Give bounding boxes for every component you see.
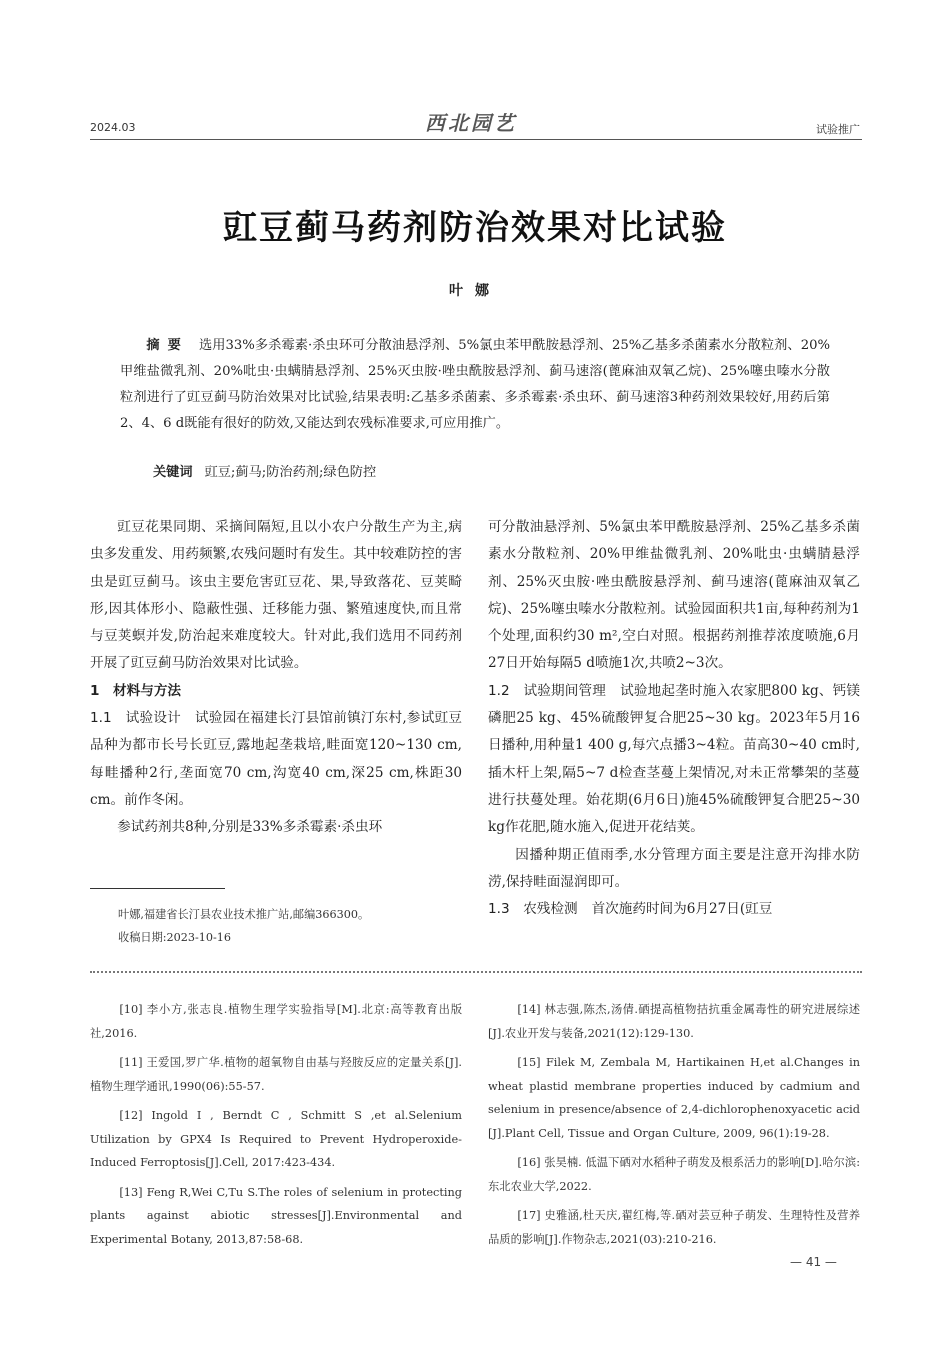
drug-list-continued: 可分散油悬浮剂、5%氯虫苯甲酰胺悬浮剂、25%乙基多杀菌素水分散粒剂、20%甲维盐微乳剂、20%吡虫·虫螨腈悬浮剂、25%灭虫胺·唑虫酰胺悬浮剂、蓟马速溶(蓖麻油双氧乙烷)、25%噻虫嗪水分散粒剂。试验园面积共1亩,每种药剂为1个处理,面积约30 m²,空白对照。根据药剂推荐浓度喷施,6月27日开始每隔5 d喷施1次,共喷2~3次。 (488, 519, 860, 672)
journal-logo: 西北园艺 (425, 111, 517, 135)
footnote-rule (90, 888, 225, 889)
subsection-1-3-text: 首次施药时间为6月27日(豇豆 (591, 901, 773, 918)
subsection-1-2-text: 试验地起垄时施入农家肥800 kg、钙镁磷肥25 kg、45%硫酸钾复合肥25~30 kg。2023年5月16日播种,用种量1 400 g,每穴点播3~4粒。苗高30~40 cm时,插木杆上架,隔5~7 d检查茎蔓上架情况,对未正常攀架的茎蔓进行扶蔓处理。始花期(6月6日)施45%硫酸钾复合肥25~30 kg作花肥,随水施入,促进开花结荚。 (488, 682, 860, 836)
reference-item: [11] 王爱国,罗广华.植物的超氧物自由基与羟胺反应的定量关系[J].植物生理学通讯,1990(06):55-57. (90, 1056, 462, 1093)
header-rule (90, 139, 862, 140)
abstract (120, 333, 830, 437)
article-title: 豇豆蓟马药剂防治效果对比试验 (223, 208, 727, 248)
section-heading-1: 1 材料与方法 (90, 682, 182, 699)
header-date: 2024.03 (90, 121, 136, 134)
references-right (488, 998, 860, 1257)
reference-item: [17] 史雅涵,杜天庆,翟红梅,等.硒对芸豆种子萌发、生理特性及营养品质的影响[J].作物杂志,2021(03):210-216. (488, 1209, 860, 1246)
keywords-text: 豇豆;蓟马;防治药剂;绿色防控 (204, 465, 377, 480)
reference-item: [13] Feng R,Wei C,Tu S.The roles of selenium in protecting plants against abiotic stresses[J].Environmental and Experimental Botany, 2013,87:58-68. (90, 1185, 462, 1246)
reference-item: [16] 张昊楠. 低温下硒对水稻种子萌发及根系活力的影响[D].哈尔滨:东北农业大学,2022. (488, 1156, 860, 1193)
keywords-label: 关键词 (153, 465, 193, 480)
left-column (90, 514, 462, 842)
footnote-author-info: 叶娜,福建省长汀县农业技术推广站,邮编366300。 (118, 908, 370, 921)
keywords (120, 460, 830, 486)
subsection-1-1-text: 试验园在福建长汀县馆前镇汀东村,参试豇豆品种为都市长号长豇豆,露地起垄栽培,畦面宽120~130 cm,每畦播种2行,垄面宽70 cm,沟宽40 cm,深25 cm,株距30 cm。前作冬闲。 (90, 710, 462, 808)
reference-item: [12] Ingold I , Berndt C , Schmitt S ,et al.Selenium Utilization by GPX4 Is Required to Prevent Hydroperoxide-Induced Ferroptosis[J].Cell, 2017:423-434. (90, 1109, 462, 1169)
abstract-text: 选用33%多杀霉素·杀虫环可分散油悬浮剂、5%氯虫苯甲酰胺悬浮剂、25%乙基多杀菌素水分散粒剂、20%甲维盐微乳剂、20%吡虫·虫螨腈悬浮剂、25%灭虫胺·唑虫酰胺悬浮剂、蓟马速溶(蓖麻油双氧乙烷)、25%噻虫嗪水分散粒剂进行了豇豆蓟马防治效果对比试验,结果表明:乙基多杀菌素、多杀霉素·杀虫环、蓟马速溶3种药剂效果较好,用药后第2、4、6 d既能有很好的防效,又能达到农残标准要求,可应用推广。 (120, 338, 831, 431)
header-section: 试验推广 (816, 123, 860, 136)
footnote-received-date: 收稿日期:2023-10-16 (118, 931, 232, 944)
subsection-1-3-heading: 1.3 农残检测 (488, 901, 578, 918)
reference-item: [14] 林志强,陈杰,汤倩.硒提高植物拮抗重金属毒性的研究进展综述[J].农业开发与装备,2021(12):129-130. (488, 1003, 860, 1040)
subsection-1-2-heading: 1.2 试验期间管理 (488, 682, 607, 699)
subsection-1-1-heading: 1.1 试验设计 (90, 710, 181, 727)
reference-item: [10] 李小方,张志良.植物生理学实验指导[M].北京:高等教育出版社,2016. (90, 1003, 462, 1040)
references-divider (90, 971, 862, 973)
reference-item: [15] Filek M, Zembala M, Hartikainen H,et al.Changes in wheat plastid membrane properties induced by cadmium and selenium in presence/absence of 2,4-dichlorophenoxyacetic acid [J].Plant Cell, Tissue and Organ Culture, 2009, 96(1):19-28. (488, 1056, 860, 1140)
references-left (90, 998, 462, 1257)
intro-paragraph: 豇豆花果同期、采摘间隔短,且以小农户分散生产为主,病虫多发重发、用药频繁,农残问题时有发生。其中较难防控的害虫是豇豆蓟马。该虫主要危害豇豆花、果,导致落花、豆荚畸形,因其体形小、隐蔽性强、迁移能力强、繁殖速度快,而且常与豆荚螟并发,防治起来难度较大。针对此,我们选用不同药剂开展了豇豆蓟马防治效果对比试验。 (90, 519, 462, 672)
drug-list-paragraph: 参试药剂共8种,分别是33%多杀霉素·杀虫环 (117, 819, 383, 836)
abstract-label: 摘要 (146, 338, 189, 353)
right-column (488, 514, 860, 923)
article-author: 叶娜 (449, 283, 501, 299)
page-number: — 41 — (790, 1255, 837, 1269)
water-management-paragraph: 因播种期正值雨季,水分管理方面主要是注意开沟排水防涝,保持畦面湿润即可。 (488, 846, 860, 890)
